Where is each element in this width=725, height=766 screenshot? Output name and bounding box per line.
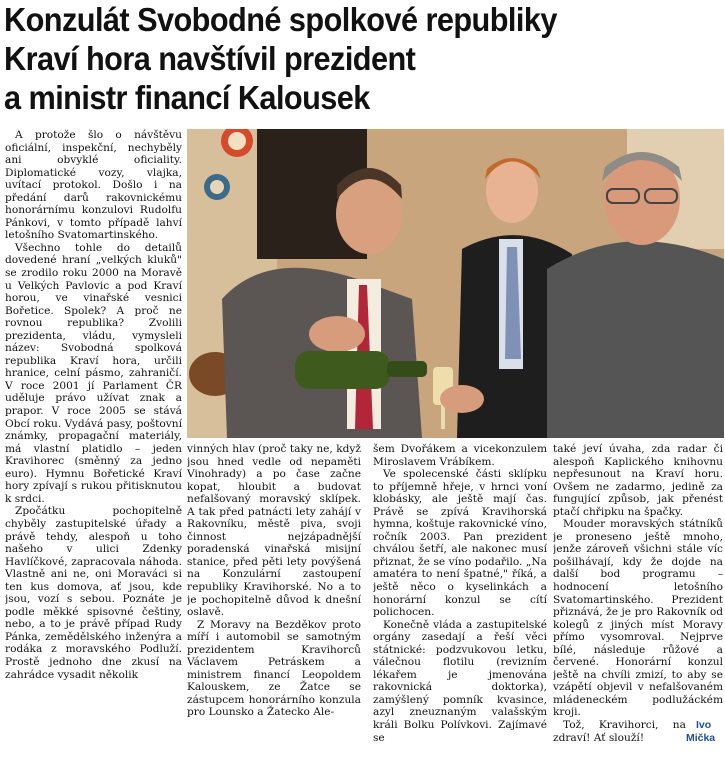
paragraph: Konečně vláda a zastupitelské orgány zasedají a řeší věci státnické: podzvukovou letku, válečnou flotilu (revizním lékařem je jmenována rakovnická doktorka), zamýšlený pomník kvasince, azyl zneuznaným valašským králi Bolku Polívkovi. Zajímavé se [373,618,547,744]
paragraph: A protože šlo o návštěvu oficiální, inspekční, nechyběly ani obvyklé oficiality. Diplomatické vozy, vlajka, uvítací protokol. Došlo i na předání darů rakovnickému honorárnímu konzulovi Rudolfu Pánkovi, v tomto případě lahví letošního Svatomartinského. [5,129,182,242]
article-column-4 [553,443,723,762]
headline-line-2: Kraví hora navštívil prezident [4,40,416,77]
headline-line-1: Konzulát Svobodné spolkové republiky [4,1,557,38]
paragraph: Z Moravy na Bezděkov proto míří i automobil se samotným prezidentem Kravihorců Václavem Petráskem a ministrem financí Leopoldem Kalouskem, ze Žatce se zástupcem honorárního konzula pro Lounsko a Žatecko Ale- [187,618,361,719]
paragraph: šem Dvořákem a vicekonzulem Miroslavem Vrábíkem. [373,443,547,468]
article-column-3 [373,443,547,762]
paragraph: také jeví úvaha, zda radar či alespoň Kaplického knihovnu nepřesunout na Kraví horu. Ovšem ne zadarmo, jedině za fungující způsob, jak přenést ptačí chřipku na špačky. [553,443,723,518]
closing-text: Tož, Kravihorci, na zdraví! Ať slouží! [553,719,686,744]
paragraph: vinných hlav (proč taky ne, když jsou hned vedle od nepaměti Vinohrady) a po čase začne kopat, hloubit a budovat nefalšovaný moravský sklípek. A tak před patnácti lety zahájí v Rakovníku, městě piva, svoji činnost nejzápadnější poradenská vinařská misijní stanice, před pěti lety povýšená na Konzulární zastoupení republiky Kravihorské. No a to je pochopitelně důvod k dnešní oslavě. [187,443,361,619]
headline-line-3: a ministr financí Kalousek [4,79,370,116]
article-column-2 [187,443,361,762]
paragraph: Zpočátku pochopitelně chyběly zastupitelské úřady a právě tehdy, alespoň u toho našeho v ulici Zdenky Havlíčkové, zapracovala náhoda. Vlastně ani ne, oni Moraváci si ten kus domova, ať jsou, kde jsou, vozí s sebou. Poznáte je podle měkké spisovné češtiny, nebo, a to je právě případ Rudy Pánka, zemědělského inženýra a rodáka z moravského Podluží. Prostě jednoho dne zkusí na zahrádce vysadit několik [5,505,182,681]
article-column-1 [5,129,182,762]
paragraph: Všechno tohle do detailů dovedené hraní „velkých kluků" se zrodilo roku 2000 na Moravě u Velkých Pavlovic a pod Kraví horou, ve vinařské vesnici Bořetice. Spolek? A proč ne rovnou republika? Zvolili prezidenta, vládu, vymysleli název: Svobodná spolková republika Kraví hora, určili hranice, celní pásmo, zahraničí. V roce 2001 jí Parlament ČR uděluje právo užívat znak a prapor. V roce 2005 se stává Obcí roku. Vydává pasy, poštovní známky, propagační materiály, má vlastní platidlo – jeden Kravihorec (směnný za jedno euro). Hymnu Bořetické Kraví hory zpívají s rukou přitisknutou k srdci. [5,241,182,505]
author-name: Ivo Mička [685,719,716,744]
photo-illustration [187,129,724,438]
article-photo [187,129,724,438]
paragraph: Mouder moravských státníků je proneseno ještě mnoho, jenže zároveň všichni stále víc pošilhávají, kdy že dojde na další bod programu – hodnocení letošního Svatomartinského. Prezident přiznává, že je pro Rakovník od kolegů z jiných míst Moravy přímo vysomroval. Nejprve bílé, následuje růžové a červené. Honorární konzul ještě na chvíli zmizí, to aby se vzápětí objevil v nefalšovaném mládeneckém podlužáckém kroji. [553,518,723,719]
paragraph: Ve spolecenské části sklípku to příjemně hřeje, v hrnci voní klobásky, ale ještě mají čas. Právě se zpívá Kravihorská hymna, koštuje rakovnické víno, ročník 2003. Pan prezident chválou šetří, ale nakonec musí přiznat, že se víno podařilo. „Na amatéra to není špatné," říká, a ještě něco o kyselinkách a honorární konzul se cítí polichocen. [373,468,547,619]
headline [4,0,674,117]
closing-line [553,719,723,744]
